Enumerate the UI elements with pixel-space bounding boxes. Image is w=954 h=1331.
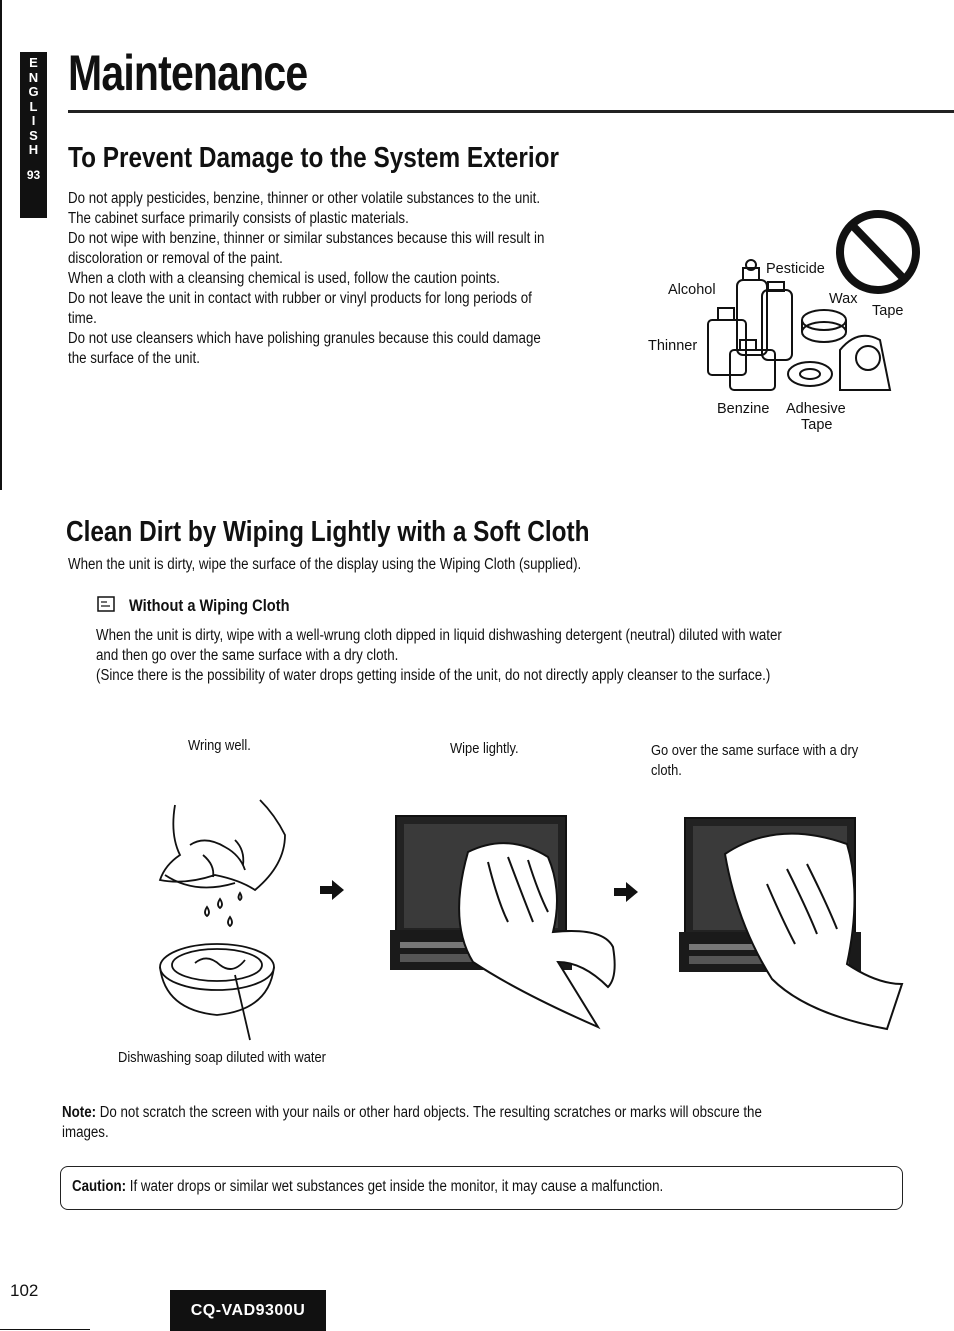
note-box-icon — [97, 596, 115, 612]
step-dry-line: cloth. — [651, 762, 682, 779]
caution-text: If water drops or similar wet substances get inside the monitor, it may cause a malfunction. — [129, 1178, 664, 1195]
section-heading-exterior: To Prevent Damage to the System Exterior — [68, 142, 559, 174]
wring-cloth-illustration — [145, 795, 305, 1045]
clean-intro: When the unit is dirty, wipe the surface of the display using the Wiping Cloth (supplied). — [68, 556, 582, 573]
section-page-number: 93 — [26, 167, 41, 182]
label-benzine: Benzine — [717, 401, 770, 417]
tab-letter: H — [28, 142, 39, 157]
label-tape: Tape — [872, 303, 904, 319]
footer-rule — [0, 1329, 90, 1330]
instruction-line: The cabinet surface primarily consists of plastic materials. — [68, 210, 409, 227]
tab-letter: I — [31, 113, 36, 128]
step-wipe-label: Wipe lightly. — [450, 740, 519, 757]
instruction-line: time. — [68, 310, 97, 327]
note-block — [62, 1103, 922, 1143]
tab-letter: S — [29, 127, 38, 143]
label-wax: Wax — [829, 291, 858, 307]
step-dry-label — [651, 741, 858, 781]
title-underline — [68, 110, 954, 113]
instruction-line: discoloration or removal of the paint. — [68, 250, 283, 267]
language-letters — [28, 56, 38, 158]
arrow-right-icon — [320, 880, 344, 900]
page-title: Maintenance — [68, 45, 308, 101]
instruction-line: When the unit is dirty, wipe with a well-wrung cloth dipped in liquid dishwashing detergent (neutral) diluted with water — [96, 627, 782, 644]
caution-label: Caution: — [72, 1178, 127, 1195]
instruction-line: Do not wipe with benzine, thinner or similar substances because this will result in — [68, 230, 545, 247]
caution-line — [72, 1177, 923, 1197]
note-text: Do not scratch the screen with your nails or other hard objects. The resulting scratches or marks will obscure the — [99, 1104, 762, 1121]
language-tab — [20, 52, 47, 218]
exterior-instructions — [68, 189, 618, 369]
page-number: 102 — [10, 1281, 39, 1300]
model-badge: CQ-VAD9300U — [170, 1290, 326, 1331]
label-thinner: Thinner — [648, 338, 698, 354]
dry-cloth-illustration — [677, 814, 917, 1034]
wipe-screen-illustration — [388, 812, 628, 1032]
note-line: images. — [62, 1124, 109, 1141]
tab-letter: E — [29, 55, 38, 70]
tab-letter: N — [28, 69, 39, 85]
without-cloth-instructions — [96, 626, 922, 686]
instruction-line: Do not use cleansers which have polishing granules because this could damage — [68, 330, 541, 347]
label-alcohol: Alcohol — [668, 282, 716, 298]
note-line — [62, 1103, 922, 1123]
instruction-line: the surface of the unit. — [68, 350, 200, 367]
label-adhesive: Adhesive — [786, 401, 846, 417]
note-label: Note: — [62, 1104, 97, 1121]
instruction-line: Do not leave the unit in contact with rubber or vinyl products for long periods of — [68, 290, 532, 307]
page-edge-rule — [0, 0, 2, 490]
subheading-without-cloth: Without a Wiping Cloth — [129, 596, 290, 615]
instruction-line: (Since there is the possibility of water drops getting inside of the unit, do not directly apply cleanser to the surface.) — [96, 667, 771, 684]
tab-letter: L — [29, 98, 38, 114]
instruction-line: When a cloth with a cleansing chemical is used, follow the caution points. — [68, 270, 500, 287]
instruction-line: and then go over the same surface with a dry cloth. — [96, 647, 399, 664]
label-pesticide: Pesticide — [766, 261, 825, 277]
instruction-line: Do not apply pesticides, benzine, thinner or other volatile substances to the unit. — [68, 190, 541, 207]
label-adhesive-tape: Tape — [801, 417, 833, 433]
bowl-caption: Dishwashing soap diluted with water — [118, 1049, 326, 1066]
tab-letter: G — [28, 84, 39, 99]
section-heading-clean: Clean Dirt by Wiping Lightly with a Soft Cloth — [66, 516, 590, 548]
step-wring-label: Wring well. — [188, 737, 251, 754]
step-dry-line: Go over the same surface with a dry — [651, 742, 859, 759]
